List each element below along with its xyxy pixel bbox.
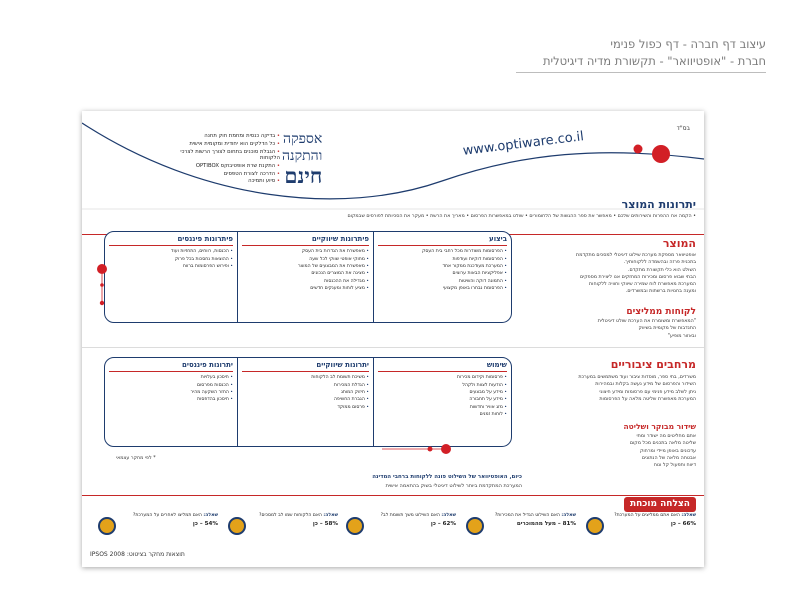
decor-dot-small <box>634 145 643 154</box>
question-text: האם הלקוחות שמו לב למסכים? <box>259 513 322 518</box>
control-line: דיווח ותפעול קל ונוח <box>653 463 696 468</box>
solutions-panel <box>104 231 512 323</box>
advantages-strip: • הקמה אח ההפרות והשירותים שלכם • מאפשר את ספר ההגשות של הלחומורים • שולט במאפשרות הפרסום • מאריך את הרשת • מעקר את הסכיותת לפורסים שבמקום <box>347 214 696 219</box>
brand-line-3: חינם <box>284 163 323 189</box>
list-item: • הכנסות, רווחים, התחזיות ועוד <box>109 249 233 254</box>
list-item: • משיכת תשומת לב הלקוחות <box>242 375 369 380</box>
service-bullet: • בדיקה כנסית ומחמת חוק תחנה <box>172 133 280 139</box>
footnote: * לפי מחקר עצמאי <box>116 456 156 461</box>
question-label: שאלה: <box>681 513 696 518</box>
list-item: • חיסכון בהדפסות <box>109 397 233 402</box>
control-list <box>516 434 696 470</box>
list-item: • מאפשרת את הגדרות בית העסק <box>242 249 369 254</box>
list-item: • מאפשרת את המבצעים של המוצר <box>242 264 369 269</box>
survey-icon <box>346 517 364 535</box>
list-item: • הפרסומת נבחרו באופן מקצועי <box>378 286 507 291</box>
survey-icon <box>466 517 484 535</box>
proven-success-badge: הצלחה מוכחת <box>624 497 696 512</box>
control-title: שידור מבוקר ושליטה <box>623 422 696 431</box>
control-line: אתם מחליטים מה ישודר ומתי <box>636 434 696 439</box>
uses-panel <box>104 357 512 447</box>
section-divider <box>82 495 704 496</box>
list-item: • התמונה דוקה והשיטות <box>378 279 507 284</box>
list-item: • מחוקי אופטי שווקי לכל שעה <box>242 257 369 262</box>
product-line: בתכנית פרזה ובהשמדה ללקוחותיך. <box>623 260 696 266</box>
survey-icon <box>228 517 246 535</box>
col-marketing <box>237 232 373 322</box>
decor-dot-large <box>652 145 670 163</box>
list-item: • אפליקציות הבאות ערוצים <box>378 271 507 276</box>
testimonial-card <box>98 513 218 547</box>
advantages-title: יתרונות המוצר <box>621 198 696 211</box>
survey-source: תוצאות מחקר בציטוט: IPSOS 2008 <box>90 551 185 558</box>
question-text: האם תמליצו לאחרים על המערכת? <box>132 513 202 518</box>
list-item: • לוחות זמנים <box>378 412 507 417</box>
public-line: ניתן לשלב מידע פנימי עם פרסומות ומידע חיצוני <box>599 389 696 395</box>
highlight-1: כיום, האופטיוואר של השילוט פונה ללקוחות ברחבי המדינה <box>372 474 522 480</box>
question-label: שאלה: <box>203 513 218 518</box>
customers-line: "המאפשרת ומשומרת את הערכת שולט דיגיטלית <box>597 319 696 324</box>
question-label: שאלה: <box>441 513 456 518</box>
col-use-title: שימוש <box>378 361 507 372</box>
result-value: 58% – כן <box>312 521 338 528</box>
customers-text <box>516 319 696 341</box>
customers-line: התנדבות של מקומית בשיווק <box>638 326 696 332</box>
list-item: • הפרסומות דוקיות ועודפות <box>378 257 507 262</box>
website-link[interactable]: www.optiware.co.il <box>462 129 585 159</box>
brand-block <box>282 131 322 189</box>
control-line: אבטחה מלאה של הנתונים <box>641 455 696 461</box>
page-header-title: עיצוב דף חברה - דף כפול פנימי <box>610 37 766 51</box>
brand-line-1: אספקה <box>283 131 323 147</box>
service-bullet: • התקנת שרת אופטיבוקס OPTIBOX <box>172 163 280 169</box>
list-item: • ופירוש הפרסומות ברווח <box>109 264 233 269</box>
result-value: 81% – מעל מהמוכרים <box>516 521 576 528</box>
result-value: 62% – כן <box>430 521 456 528</box>
list-item: • מידע על מבצעים <box>378 390 507 395</box>
header-divider <box>516 72 766 73</box>
service-bullet: • סיוע ותמיכה <box>172 178 280 184</box>
list-item: • החזר השקעה מהיר <box>109 390 233 395</box>
panel1-decor <box>96 261 108 311</box>
question-label: שאלה: <box>323 513 338 518</box>
testimonial-card <box>346 513 456 547</box>
col-finance-2 <box>105 358 237 446</box>
product-line: הבתי שבוא פרסום ומכירות המחזקים אנו ליצירת מספקים <box>579 274 696 280</box>
highlight-2: המערכת המתקדמת ביותר לשילוט דיגיטלי בשוק בהתאמה אישית <box>385 483 522 489</box>
col-marketing-title: פיתרונות שיווקיים <box>242 235 369 246</box>
control-line: עדכונים באופן מיידי ומרחוק <box>639 448 696 454</box>
list-item: • מגדילה את ההכנסות <box>242 279 369 284</box>
public-line: המערכת מאפשרת שליטה מלאה על הפרסומות <box>599 396 696 402</box>
product-line: אופטיוואר מספקת מערכת שילוט דיגיטלי למסכים מתקדמת <box>576 253 696 258</box>
testimonial-card <box>228 513 338 547</box>
service-bullet: • הדרכה לצורת הטפסים <box>172 171 280 177</box>
col-execution-title: ביצוע <box>378 235 507 246</box>
list-item: • הכנסות מפרסום <box>109 383 233 388</box>
product-line: המערכת מאפשרת לוח שמירה שיווקי וחוויה ללקוחות <box>589 282 696 287</box>
result-value: 54% – כן <box>192 521 218 528</box>
col-finance-title: פיתרונות פיננסים <box>109 235 233 246</box>
list-item: • המערכת מעודכנת ממקור אחד <box>378 264 507 269</box>
question-text: האם אתם ממליצים על המערכת? <box>614 513 680 518</box>
section-divider <box>82 347 704 348</box>
list-item: • חיזוק המותג <box>242 390 369 395</box>
list-item: • מזג אוויר וחדשות <box>378 405 507 410</box>
list-item: • הגדלת המכירות <box>242 383 369 388</box>
product-title: המוצר <box>662 237 696 250</box>
product-line: השולט הוא כלי תקשורת מתקדם. <box>627 267 696 273</box>
page-header-subtitle: חברת - "אופטיוואר" - תקשורת מדיה דיגיטלית <box>542 54 766 68</box>
list-item: • הודעות לצוות ולקהל <box>378 383 507 388</box>
col-use <box>373 358 511 446</box>
testimonial-card <box>586 513 696 547</box>
list-item: • חיסכון בעלויות <box>109 375 233 380</box>
list-item: • מציע לוחות ומענקים חדשים <box>242 286 369 291</box>
list-item: • ההוצאות נחסכות בכל פרוק <box>109 257 233 262</box>
list-item: • מידע על תחבורה <box>378 397 507 402</box>
panel2-decor <box>382 442 462 456</box>
list-item: • הפרסומות משודרות מכל רחבי בית העסק <box>378 249 507 254</box>
question-label: שאלה: <box>561 513 576 518</box>
public-text <box>516 375 696 404</box>
brochure-spread <box>82 111 704 567</box>
result-value: 66% – כן <box>670 521 696 528</box>
product-text <box>516 253 696 297</box>
col-execution <box>373 232 511 322</box>
testimonial-card <box>466 513 576 547</box>
control-line: שליטה מלאה בתכנים מכל מקום <box>629 441 696 447</box>
col-finance-2-title: יתרונות פיננסים <box>109 361 233 372</box>
col-marketing-2-title: יתרונות שיווקיים <box>242 361 369 372</box>
survey-icon <box>98 517 116 535</box>
customers-title: לקוחות ממליצים <box>626 307 696 317</box>
brand-line-2: והתקנה <box>282 147 323 164</box>
list-item: • הגברת החשיפה <box>242 397 369 402</box>
list-item: • פרסום ממוקד <box>242 405 369 410</box>
col-finance <box>105 232 237 322</box>
customers-line: ובאזור מופיע" <box>667 333 696 339</box>
public-line: השידור והפרסום של מידע נעשה בקלות ובמהירות <box>595 382 696 388</box>
list-item: • מציגה את המוצרים הנכונים <box>242 271 369 276</box>
service-bullet: • כל הדלקים הוא יחודית ומקומית אישית <box>172 141 280 147</box>
list-item: • פרסומות וקידום מכירות <box>378 375 507 380</box>
survey-icon <box>586 517 604 535</box>
service-bullets <box>172 133 280 186</box>
service-bullet: • הגבלת סוכנים בתחום לצורך הרשות לצרכי הלקוחות <box>172 149 280 162</box>
public-title: מרחבים ציבוריים <box>610 358 696 371</box>
question-text: האם השילוט הגדיל את המכירות? <box>494 513 560 518</box>
col-marketing-2 <box>237 358 373 446</box>
public-line: משרדים, בתי ספר, מוסדות ציבור ועוד משתמשים במערכת <box>578 375 696 380</box>
question-text: האם השילוט משך תשומת לב? <box>380 513 440 518</box>
product-line: ומענה בחנויות ברשתות ובמשרדים. <box>625 289 696 295</box>
bsd-label: בס"ד <box>676 125 690 132</box>
